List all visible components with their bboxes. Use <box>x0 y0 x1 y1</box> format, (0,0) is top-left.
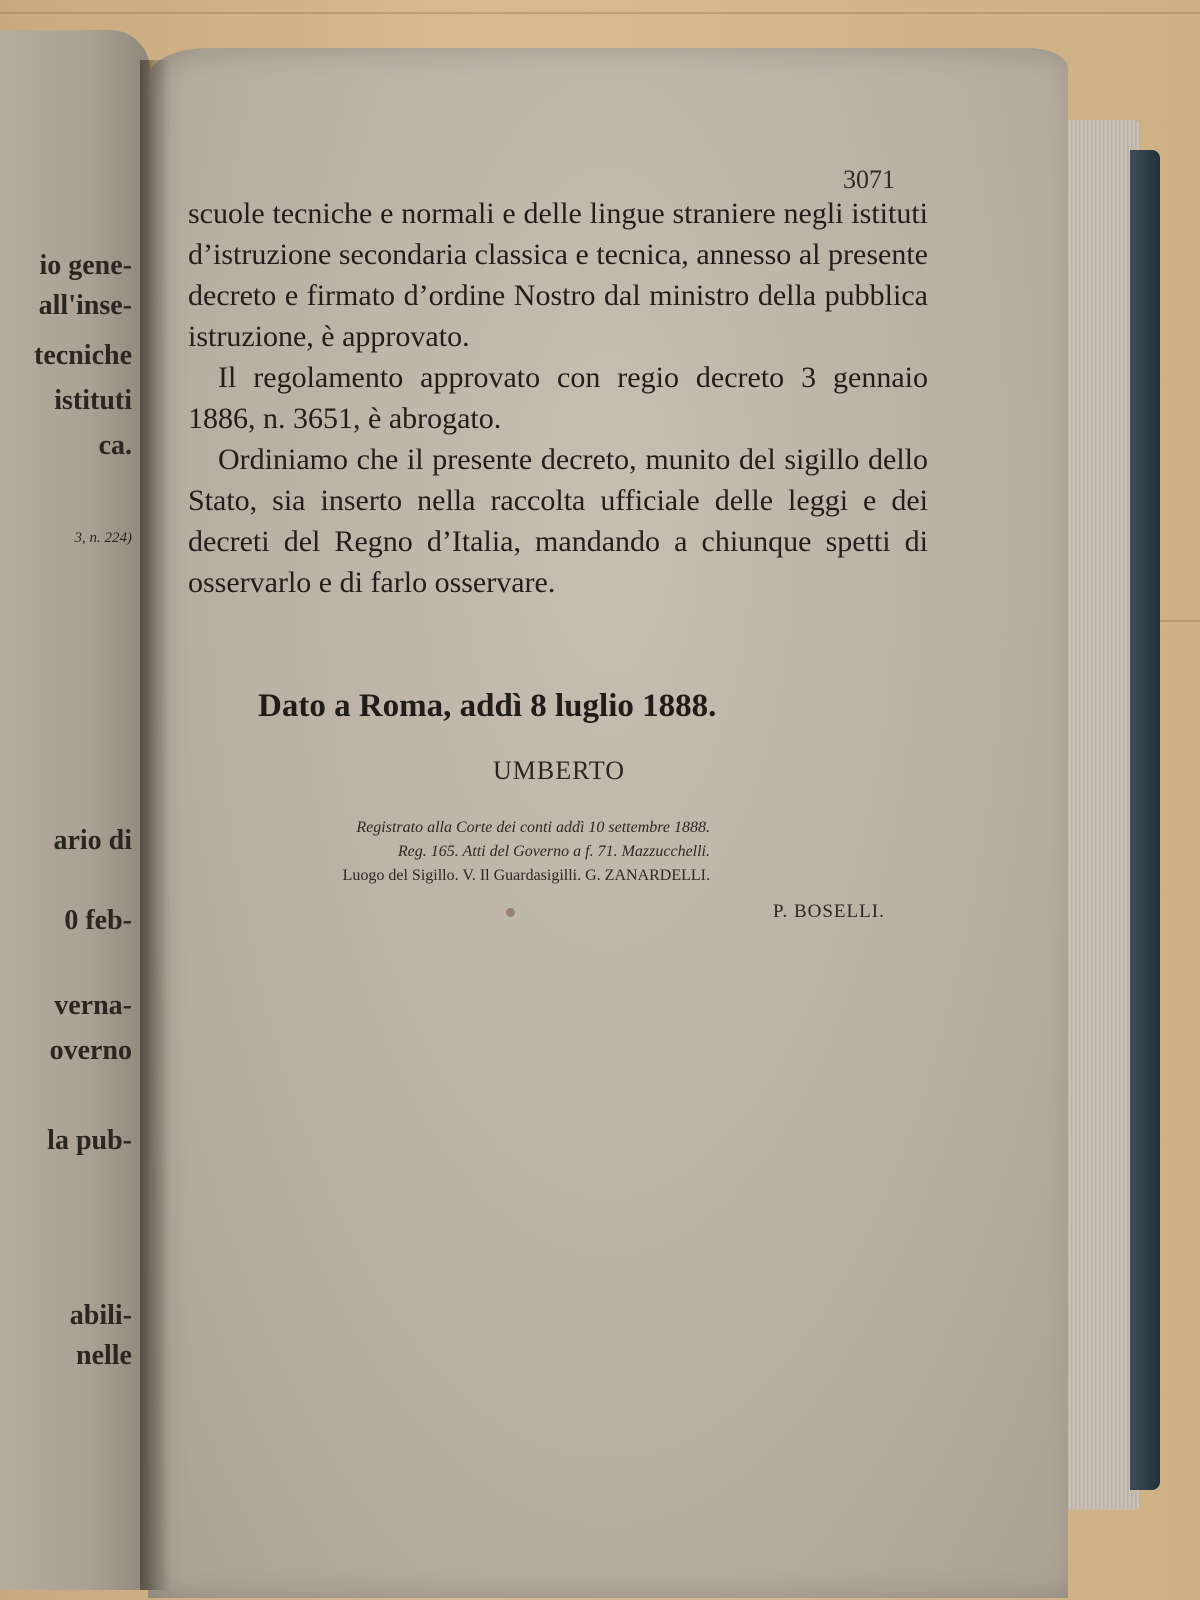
left-page-fragment: 3, n. 224) <box>74 530 132 546</box>
left-page-fragment: overno <box>49 1035 132 1066</box>
wood-grain <box>0 12 1200 14</box>
left-page-fragment: ario di <box>53 825 132 856</box>
left-page-fragment: all'inse- <box>38 290 132 321</box>
decree-body <box>188 193 928 603</box>
left-page-fragment: 0 feb- <box>64 905 132 936</box>
gutter-shadow <box>140 60 170 1590</box>
book-page-edges <box>1060 120 1140 1510</box>
sovereign-signature: UMBERTO <box>493 756 626 785</box>
page-number: 3071 <box>843 165 895 194</box>
book-cover-edge <box>1130 150 1160 1490</box>
registration-line: Luogo del Sigillo. V. Il Guardasigilli. G. ZANARDELLI. <box>342 867 710 884</box>
left-page-fragment: tecniche <box>34 340 132 371</box>
left-page-fragment: la pub- <box>47 1125 132 1156</box>
countersignature: P. BOSELLI. <box>773 901 885 922</box>
left-page-fragment: ca. <box>98 430 132 461</box>
book-page <box>148 48 1068 1598</box>
left-page-fragment: nelle <box>76 1340 132 1371</box>
left-facing-page <box>0 30 150 1590</box>
left-page-fragment: verna- <box>54 990 132 1021</box>
registration-line: Reg. 165. Atti del Governo a f. 71. Mazzucchelli. <box>397 843 710 860</box>
registration-line: Registrato alla Corte dei conti addì 10 settembre 1888. <box>356 819 710 836</box>
left-page-fragment: abili- <box>69 1300 132 1331</box>
paragraph-approval: scuole tecniche e normali e delle lingue straniere negli istituti d’istruzione secondaria classica e tecnica, annesso al presente decreto e firmato d’ordine Nostro dal ministro della pubblica istruzione, è approvato. <box>188 197 928 353</box>
paper-spot <box>506 908 515 917</box>
registration-notes <box>210 816 710 888</box>
left-page-fragment: istituti <box>54 385 132 416</box>
paragraph-abrogation: Il regolamento approvato con regio decreto 3 gennaio 1886, n. 3651, è abrogato. <box>188 361 928 435</box>
left-page-fragment: io gene- <box>39 250 132 281</box>
paragraph-order: Ordiniamo che il presente decreto, munito del sigillo dello Stato, sia inserto nella raccolta ufficiale delle leggi e dei decreti del Regno d’Italia, mandando a chiunque spetti di osservarlo e di farlo osservare. <box>188 443 928 599</box>
date-line: Dato a Roma, addì 8 luglio 1888. <box>258 688 717 724</box>
